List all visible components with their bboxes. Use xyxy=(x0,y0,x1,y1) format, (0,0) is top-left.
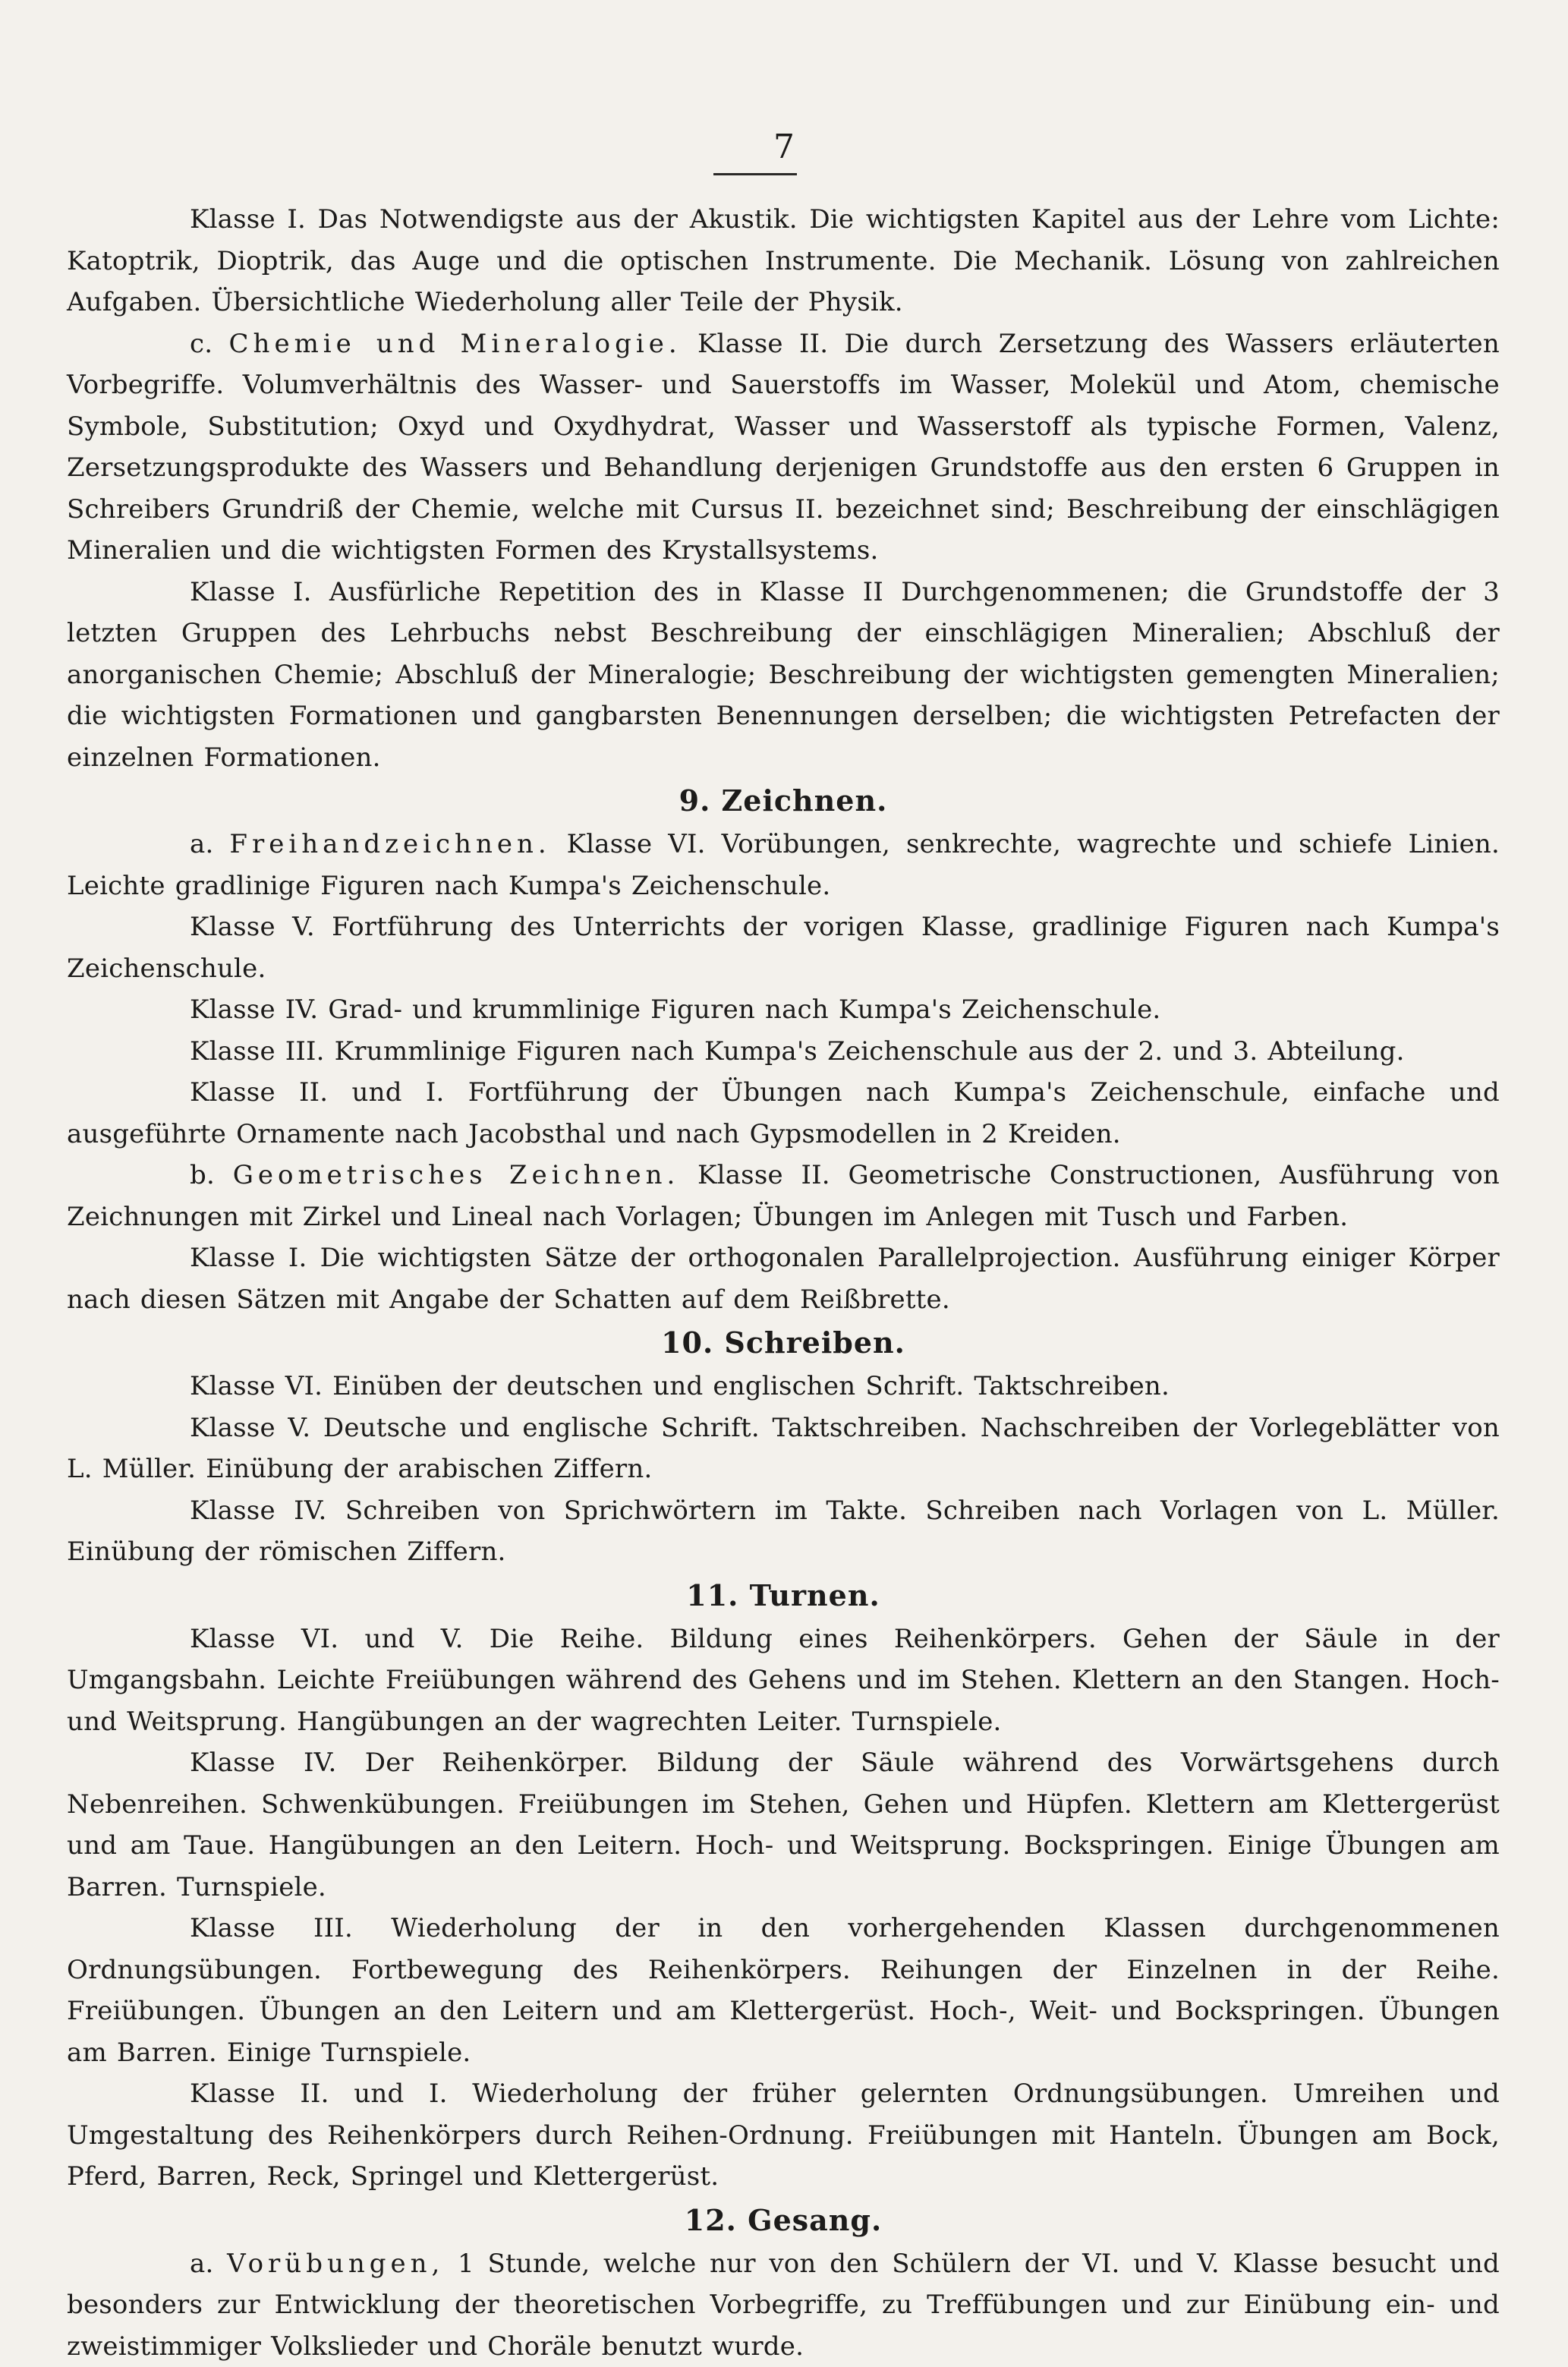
writing-class-v-paragraph: Klasse V. Deutsche und englische Schrift. Taktschreiben. Nachschreiben der Vorlegeblätter von L. Müller. Einübung der arabischen Ziffern. xyxy=(67,1407,1500,1490)
section-heading-turnen: 11. Turnen. xyxy=(67,1573,1500,1618)
freehand-class-v-paragraph: Klasse V. Fortführung des Unterrichts der vorigen Klasse, gradlinige Figuren nach Kumpa's Zeichenschule. xyxy=(67,906,1500,989)
singing-preliminary-paragraph xyxy=(67,2243,1500,2367)
gym-class-vi-v-paragraph: Klasse VI. und V. Die Reihe. Bildung eines Reihenkörpers. Gehen der Säule in der Umgangsbahn. Leichte Freiübungen während des Gehens und im Stehen. Klettern an den Stangen. Hoch- und Weitsprung. Hangübungen an der wagrechten Leiter. Turnspiele. xyxy=(67,1618,1500,1743)
item-letter: a. xyxy=(190,2249,213,2279)
freehand-class-ii-i-paragraph: Klasse II. und I. Fortführung der Übungen nach Kumpa's Zeichenschule, einfache und ausgeführte Ornamente nach Jacobsthal und nach Gypsmodellen in 2 Kreiden. xyxy=(67,1072,1500,1155)
item-letter: c. xyxy=(190,329,213,359)
paragraph-text: 1 Stunde, welche nur von den Schülern der VI. und V. Klasse besucht und besonders zur Entwicklung der theoretischen Vorbegriffe, zu Treffübungen und zur Einübung ein- und zweistimmiger Volkslieder und Choräle benutzt wurde. xyxy=(67,2249,1500,2362)
gym-class-ii-i-paragraph: Klasse II. und I. Wiederholung der früher gelernten Ordnungsübungen. Umreihen und Umgestaltung des Reihenkörpers durch Reihen-Ordnung. Freiübungen mit Hanteln. Übungen am Bock, Pferd, Barren, Reck, Springel und Klettergerüst. xyxy=(67,2073,1500,2198)
writing-class-iv-paragraph: Klasse IV. Schreiben von Sprichwörtern im Takte. Schreiben nach Vorlagen von L. Müller. Einübung der römischen Ziffern. xyxy=(67,1490,1500,1573)
physics-class-i-paragraph: Klasse I. Das Notwendigste aus der Akustik. Die wichtigsten Kapitel aus der Lehre vom Lichte: Katoptrik, Dioptrik, das Auge und die optischen Instrumente. Die Mechanik. Lösung von zahlreichen Aufgaben. Übersichtliche Wiederholung aller Teile der Physik. xyxy=(67,199,1500,323)
freehand-class-iv-paragraph: Klasse IV. Grad- und krummlinige Figuren nach Kumpa's Zeichenschule. xyxy=(67,989,1500,1031)
subsection-title: Geometrisches Zeichnen. xyxy=(233,1160,680,1190)
paragraph-text: Klasse II. Geometrische Constructionen, Ausführung von Zeichnungen mit Zirkel und Lineal nach Vorlagen; Übungen im Anlegen mit Tusch und Farben. xyxy=(67,1160,1500,1232)
geometric-class-i-paragraph: Klasse I. Die wichtigsten Sätze der orthogonalen Parallelprojection. Ausführung einiger Körper nach diesen Sätzen mit Angabe der Schatten auf dem Reißbrette. xyxy=(67,1237,1500,1320)
gym-class-iv-paragraph: Klasse IV. Der Reihenkörper. Bildung der Säule während des Vorwärtsgehens durch Nebenreihen. Schwenkübungen. Freiübungen im Stehen, Gehen und Hüpfen. Klettern am Klettergerüst und am Taue. Hangübungen an den Leitern. Hoch- und Weitsprung. Bockspringen. Einige Übungen am Barren. Turnspiele. xyxy=(67,1742,1500,1908)
chemistry-class-i-paragraph: Klasse I. Ausfürliche Repetition des in Klasse II Durchgenommenen; die Grundstoffe der 3 letzten Gruppen des Lehrbuchs nebst Beschreibung der einschlägigen Mineralien; Abschluß der anorganischen Chemie; Abschluß der Mineralogie; Beschreibung der wichtigsten gemengten Mineralien; die wichtigsten Formationen und gangbarsten Benennungen derselben; die wichtigsten Petrefacten der einzelnen Formationen. xyxy=(67,572,1500,779)
writing-class-vi-paragraph: Klasse VI. Einüben der deutschen und englischen Schrift. Taktschreiben. xyxy=(67,1366,1500,1407)
gym-class-iii-paragraph: Klasse III. Wiederholung der in den vorhergehenden Klassen durchgenommenen Ordnungsübungen. Fortbewegung des Reihenkörpers. Reihungen der Einzelnen in der Reihe. Freiübungen. Übungen an den Leitern und am Klettergerüst. Hoch-, Weit- und Bockspringen. Übungen am Barren. Einige Turnspiele. xyxy=(67,1908,1500,2073)
section-heading-zeichnen: 9. Zeichnen. xyxy=(67,778,1500,824)
paragraph-text: Klasse VI. Vorübungen, senkrechte, wagrechte und schiefe Linien. Leichte gradlinige Figuren nach Kumpa's Zeichenschule. xyxy=(67,829,1500,901)
subsection-title: Chemie und Mineralogie. xyxy=(229,329,682,359)
subsection-title: Freihandzeichnen. xyxy=(229,829,550,859)
freehand-class-vi-paragraph xyxy=(67,824,1500,906)
chemistry-class-ii-paragraph xyxy=(67,323,1500,572)
page-body xyxy=(67,199,1500,2367)
section-heading-schreiben: 10. Schreiben. xyxy=(67,1320,1500,1366)
item-letter: b. xyxy=(190,1160,215,1190)
page-number: 7 xyxy=(0,128,1568,167)
freehand-class-iii-paragraph: Klasse III. Krummlinige Figuren nach Kumpa's Zeichenschule aus der 2. und 3. Abteilung. xyxy=(67,1031,1500,1073)
item-letter: a. xyxy=(190,829,213,859)
section-heading-gesang: 12. Gesang. xyxy=(67,2198,1500,2243)
paragraph-text: Klasse II. Die durch Zersetzung des Wassers erläuterten Vorbegriffe. Volumverhältnis des Wasser- und Sauerstoffs im Wasser, Molekül und Atom, chemische Symbole, Substitution; Oxyd und Oxydhydrat, Wasser und Wasserstoff als typische Formen, Valenz, Zersetzungsprodukte des Wassers und Behandlung derjenigen Grundstoffe aus den ersten 6 Gruppen in Schreibers Grundriß der Chemie, welche mit Cursus II. bezeichnet sind; Beschreibung der einschlägigen Mineralien und die wichtigsten Formen des Krystallsystems. xyxy=(67,329,1500,566)
geometric-class-ii-paragraph xyxy=(67,1155,1500,1237)
page-number-rule xyxy=(713,173,797,175)
subsection-title: Vorübungen, xyxy=(227,2249,444,2279)
